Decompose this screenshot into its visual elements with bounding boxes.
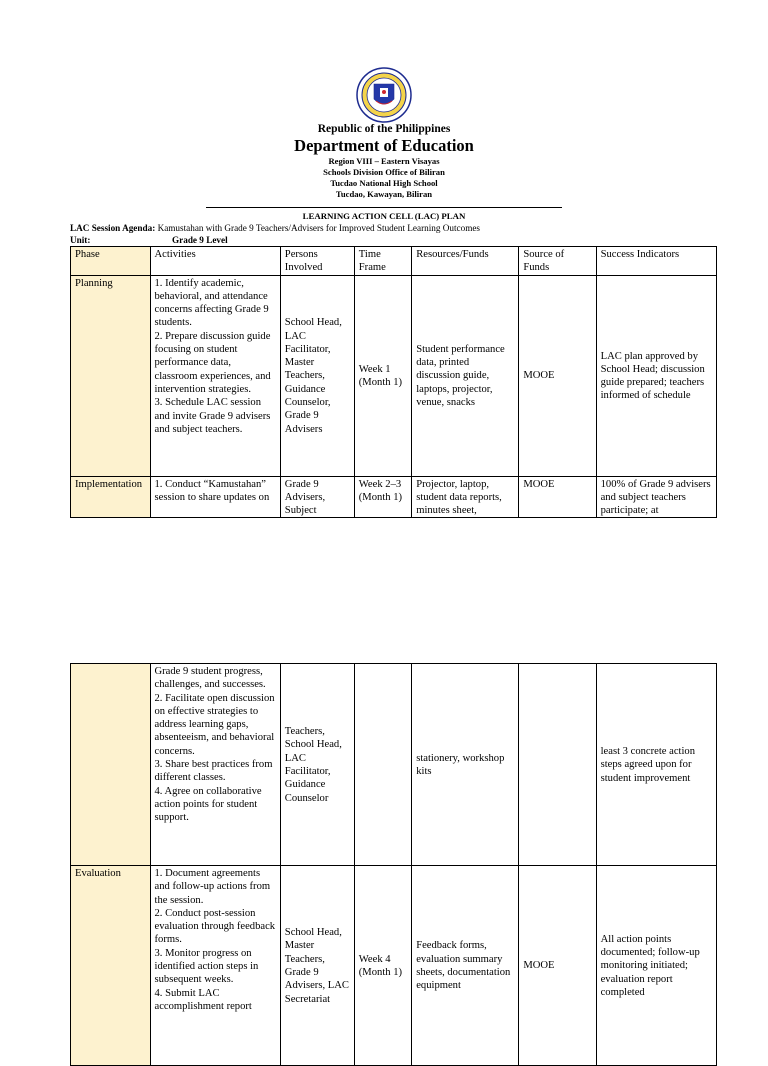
implementation-activities-part2: Grade 9 student progress, challenges, and successes. 2. Facilitate open discussion on effective strategies to address learning gaps, absenteeism, and behavioral concerns. 3. Share best practices from different classes. 4. Agree on collaborative action points for student support. bbox=[150, 664, 280, 866]
address-line: Tucdao, Kawayan, Biliran bbox=[335, 189, 433, 199]
implementation-resources-part2: stationery, workshop kits bbox=[412, 664, 519, 866]
header-phase: Phase bbox=[71, 247, 151, 276]
unit-label: Unit: bbox=[70, 235, 91, 245]
evaluation-persons: School Head, Master Teachers, Grade 9 Advisers, LAC Secretariat bbox=[280, 866, 354, 1066]
republic-heading: Republic of the Philippines bbox=[317, 123, 451, 135]
phase-evaluation: Evaluation bbox=[71, 866, 151, 1066]
unit-value: Grade 9 Level bbox=[172, 235, 228, 245]
phase-planning: Planning bbox=[71, 275, 151, 476]
planning-resources: Student performance data, printed discussion guide, laptops, projector, venue, snacks bbox=[412, 275, 519, 476]
table-row-planning bbox=[71, 275, 717, 476]
table-header-row bbox=[71, 247, 717, 276]
implementation-activities-part1: 1. Conduct “Kamustahan” session to share updates on bbox=[150, 476, 280, 518]
evaluation-resources: Feedback forms, evaluation summary sheets, documentation equipment bbox=[412, 866, 519, 1066]
table-row-implementation-part2 bbox=[71, 664, 717, 866]
planning-activities: 1. Identify academic, behavioral, and attendance concerns affecting Grade 9 students. 2. Prepare discussion guide focusing on student performance data, classroom experiences, and intervention strategies. 3. Schedule LAC session and invite Grade 9 advisers and subject teachers. bbox=[150, 275, 280, 476]
planning-source: MOOE bbox=[519, 275, 596, 476]
planning-indicators: LAC plan approved by School Head; discussion guide prepared; teachers informed of schedule bbox=[596, 275, 716, 476]
implementation-indicators-part2: least 3 concrete action steps agreed upon for student improvement bbox=[596, 664, 716, 866]
deped-seal-logo bbox=[354, 67, 414, 123]
phase-implementation: Implementation bbox=[71, 476, 151, 518]
evaluation-activities: 1. Document agreements and follow-up actions from the session. 2. Conduct post-session evaluation through feedback forms. 3. Monitor progress on identified action steps in subsequent weeks. 4. Submit LAC accomplishment report bbox=[150, 866, 280, 1066]
department-heading: Department of Education bbox=[294, 136, 474, 155]
school-line: Tucdao National High School bbox=[330, 178, 438, 188]
phase-implementation-continued bbox=[71, 664, 151, 866]
header-activities: Activities bbox=[150, 247, 280, 276]
lac-plan-table-page1 bbox=[70, 246, 717, 518]
agenda-line bbox=[70, 223, 710, 233]
implementation-indicators-part1: 100% of Grade 9 advisers and subject teachers participate; at bbox=[596, 476, 716, 518]
region-line: Region VIII – Eastern Visayas bbox=[328, 156, 440, 166]
implementation-time: Week 2–3 (Month 1) bbox=[354, 476, 411, 518]
division-line: Schools Division Office of Biliran bbox=[323, 167, 445, 177]
implementation-persons-part1: Grade 9 Advisers, Subject bbox=[280, 476, 354, 518]
table-row-evaluation bbox=[71, 866, 717, 1066]
header-time: Time Frame bbox=[354, 247, 411, 276]
evaluation-source: MOOE bbox=[519, 866, 596, 1066]
implementation-resources-part1: Projector, laptop, student data reports, minutes sheet, bbox=[412, 476, 519, 518]
implementation-time-part2 bbox=[354, 664, 411, 866]
agenda-label: LAC Session Agenda: bbox=[70, 223, 156, 233]
implementation-source-part2 bbox=[519, 664, 596, 866]
header-persons: Persons Involved bbox=[280, 247, 354, 276]
implementation-source: MOOE bbox=[519, 476, 596, 518]
header-resources: Resources/Funds bbox=[412, 247, 519, 276]
header-divider bbox=[206, 207, 562, 208]
agenda-value: Kamustahan with Grade 9 Teachers/Advisers for Improved Student Learning Outcomes bbox=[155, 223, 481, 233]
header-source: Source of Funds bbox=[519, 247, 596, 276]
plan-title: LEARNING ACTION CELL (LAC) PLAN bbox=[302, 211, 466, 221]
lac-plan-table-page2 bbox=[70, 663, 717, 1066]
evaluation-indicators: All action points documented; follow-up monitoring initiated; evaluation report completed bbox=[596, 866, 716, 1066]
planning-time: Week 1 (Month 1) bbox=[354, 275, 411, 476]
planning-persons: School Head, LAC Facilitator, Master Teachers, Guidance Counselor, Grade 9 Advisers bbox=[280, 275, 354, 476]
header-indicators: Success Indicators bbox=[596, 247, 716, 276]
implementation-persons-part2: Teachers, School Head, LAC Facilitator, Guidance Counselor bbox=[280, 664, 354, 866]
table-row-implementation-part1 bbox=[71, 476, 717, 518]
evaluation-time: Week 4 (Month 1) bbox=[354, 866, 411, 1066]
